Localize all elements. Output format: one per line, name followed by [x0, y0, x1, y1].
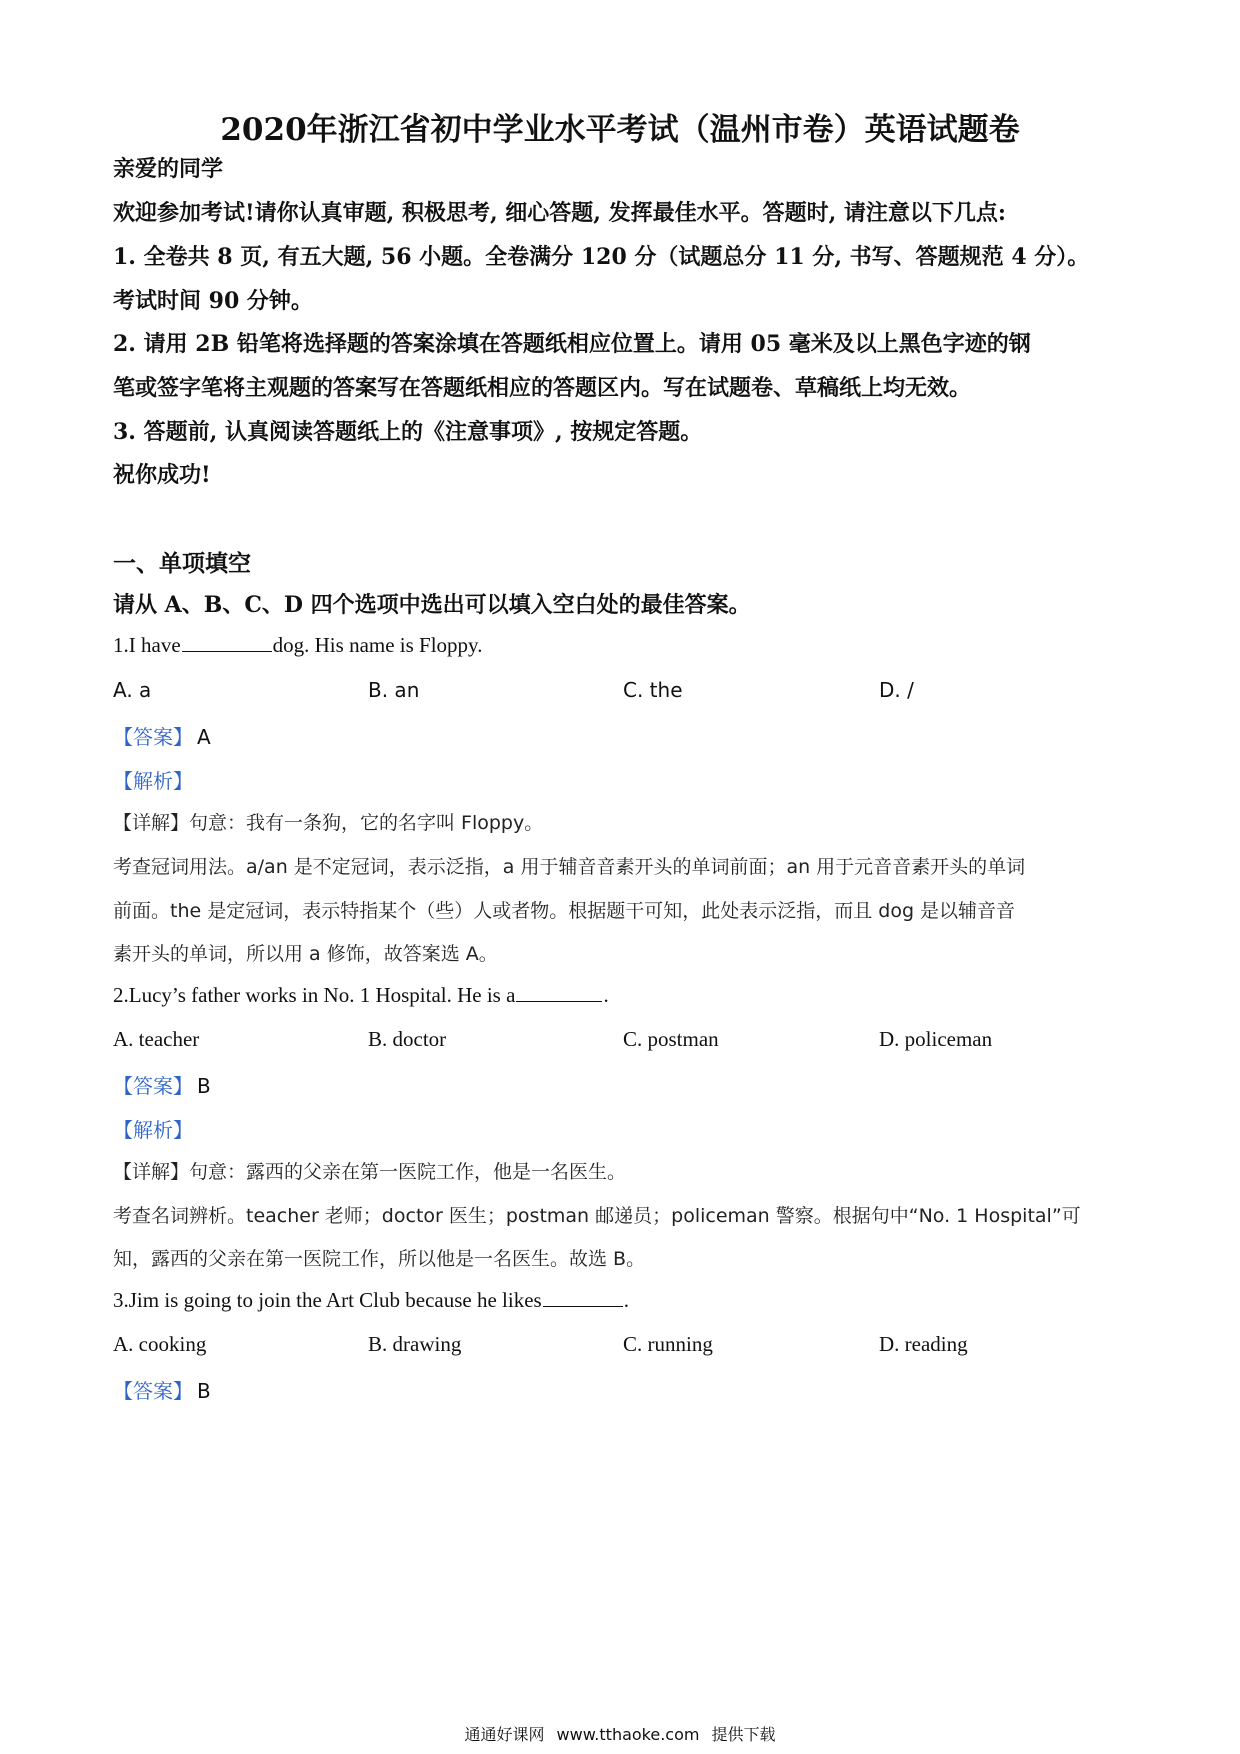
- question-2-stem: [113, 983, 609, 1008]
- question-1-stem-after: dog. His name is Floppy.: [272, 633, 483, 657]
- option-c: C. postman: [623, 1027, 719, 1051]
- question-3-answer: [113, 1375, 211, 1404]
- question-2-stem-before: 2.Lucy’s father works in No. 1 Hospital. He is a: [113, 983, 516, 1007]
- option-c: C. running: [623, 1332, 713, 1356]
- question-2-stem-after: .: [603, 983, 609, 1007]
- answer-value: B: [197, 1379, 211, 1403]
- footer-url[interactable]: www.tthaoke.com: [556, 1725, 700, 1744]
- question-3-stem-before: 3.Jim is going to join the Art Club because he likes: [113, 1288, 542, 1312]
- question-1-analysis-label: [113, 765, 193, 794]
- question-2-detail: 【详解】句意：露西的父亲在第一医院工作，他是一名医生。: [113, 1161, 627, 1183]
- question-1-explain-3: 素开头的单词，所以用 a 修饰，故答案选 A。: [113, 943, 498, 965]
- greeting: 亲爱的同学: [113, 156, 224, 182]
- option-b: B. drawing: [368, 1332, 462, 1356]
- option-c: C. the: [623, 678, 683, 702]
- note-2b: 笔或签字笔将主观题的答案写在答题纸相应的答题区内。写在试题卷、草稿纸上均无效。: [113, 375, 972, 401]
- footer-download: 提供下载: [711, 1725, 776, 1744]
- page-footer: [0, 1722, 1240, 1745]
- question-2-answer: [113, 1070, 211, 1099]
- wish-text: 祝你成功!: [113, 462, 211, 488]
- question-2-explain-2: 知，露西的父亲在第一医院工作，所以他是一名医生。故选 B。: [113, 1248, 646, 1270]
- option-b: B. an: [368, 678, 420, 702]
- page-title: 2020年浙江省初中学业水平考试（温州市卷）英语试题卷: [220, 112, 1020, 148]
- footer-site-name: 通通好课网: [464, 1725, 545, 1744]
- question-1-detail: 【详解】句意：我有一条狗，它的名字叫 Floppy。: [113, 812, 544, 834]
- analysis-label: 【解析】: [113, 769, 193, 793]
- option-d: D. /: [879, 678, 914, 702]
- question-1-explain-1: 考查冠词用法。a/an 是不定冠词，表示泛指，a 用于辅音音素开头的单词前面；an 用于元音音素开头的单词: [113, 856, 1026, 878]
- note-1b: 考试时间 90 分钟。: [113, 288, 313, 314]
- option-d: D. policeman: [879, 1027, 993, 1051]
- option-d: D. reading: [879, 1332, 968, 1356]
- answer-value: A: [197, 725, 211, 749]
- answer-label: 【答案】: [113, 1074, 193, 1098]
- question-3-stem: [113, 1288, 629, 1313]
- option-b: B. doctor: [368, 1027, 447, 1051]
- question-1-explain-2: 前面。the 是定冠词，表示特指某个（些）人或者物。根据题干可知，此处表示泛指，而且 dog 是以辅音音: [113, 900, 1016, 922]
- option-a: A. cooking: [113, 1332, 207, 1356]
- welcome-text: 欢迎参加考试!请你认真审题, 积极思考, 细心答题, 发挥最佳水平。答题时, 请注意以下几点:: [113, 200, 1007, 226]
- note-1a: 1. 全卷共 8 页, 有五大题, 56 小题。全卷满分 120 分（试题总分 11 分, 书写、答题规范 4 分）。: [113, 244, 1090, 270]
- answer-blank: [543, 1288, 623, 1307]
- option-a: A. a: [113, 678, 152, 702]
- answer-label: 【答案】: [113, 1379, 193, 1403]
- analysis-label: 【解析】: [113, 1118, 193, 1142]
- note-3: 3. 答题前, 认真阅读答题纸上的《注意事项》, 按规定答题。: [113, 419, 703, 445]
- question-1-stem: [113, 633, 482, 658]
- question-3-stem-after: .: [623, 1288, 629, 1312]
- answer-label: 【答案】: [113, 725, 193, 749]
- note-2a: 2. 请用 2B 铅笔将选择题的答案涂填在答题纸相应位置上。请用 05 毫米及以上黑色字迹的钢: [113, 331, 1031, 357]
- answer-blank: [516, 983, 602, 1002]
- question-1-stem-before: 1.I have: [113, 633, 181, 657]
- question-1-answer: [113, 721, 211, 750]
- question-2-explain-1: 考查名词辨析。teacher 老师；doctor 医生；postman 邮递员；policeman 警察。根据句中“No. 1 Hospital”可: [113, 1205, 1081, 1227]
- answer-value: B: [197, 1074, 211, 1098]
- option-a: A. teacher: [113, 1027, 200, 1051]
- question-2-analysis-label: [113, 1114, 193, 1143]
- answer-blank: [182, 633, 272, 652]
- section-heading: 一、单项填空: [113, 550, 251, 577]
- section-instruction: 请从 A、B、C、D 四个选项中选出可以填入空白处的最佳答案。: [113, 592, 751, 618]
